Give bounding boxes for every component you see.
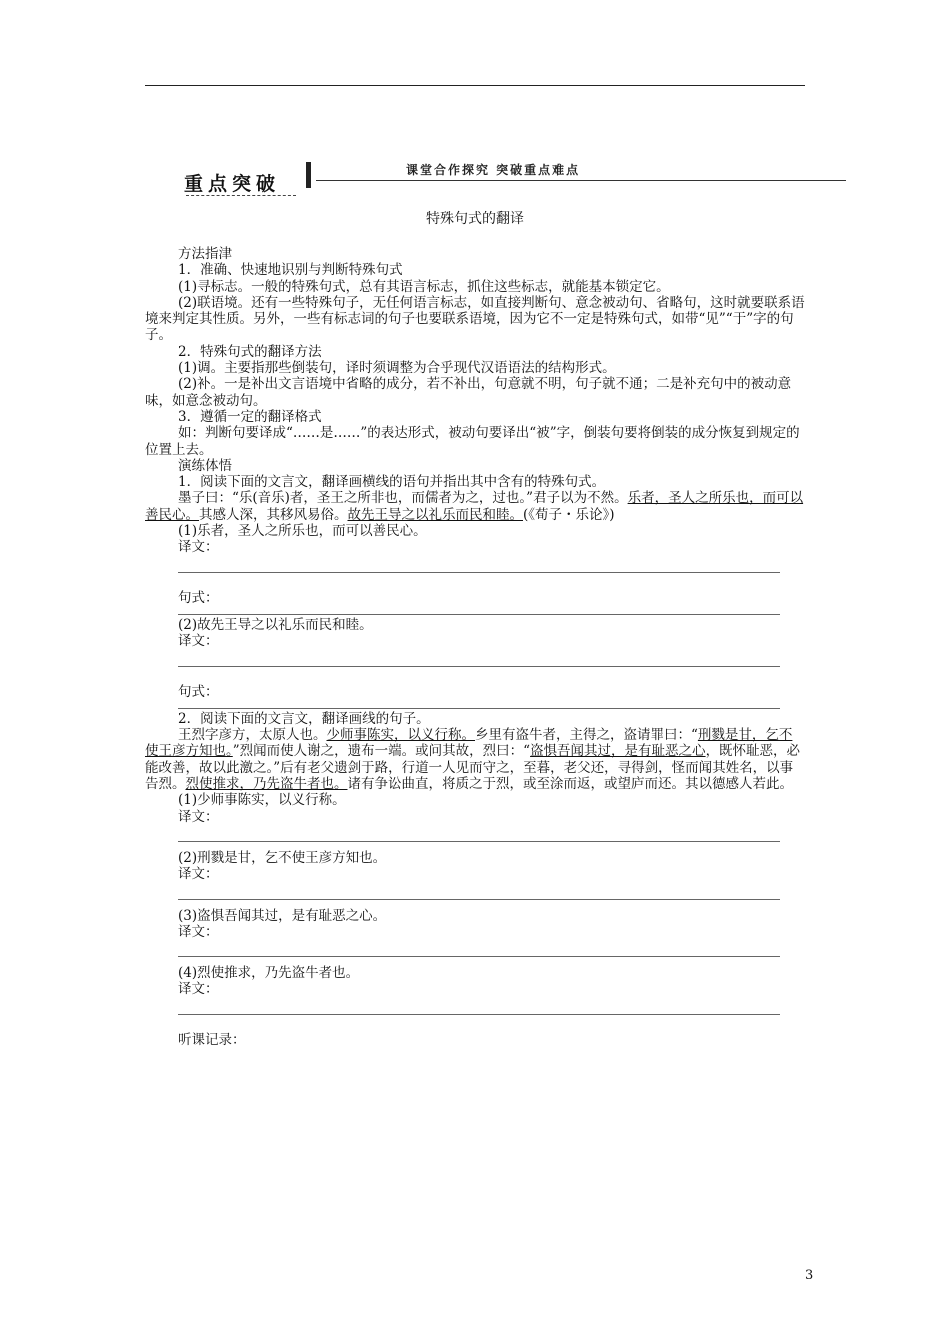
underlined-sentence: 刑戮是甘，乞不使王彦方知也。 (145, 727, 793, 760)
translation-label: 译文： (178, 866, 219, 883)
method-point-1b: (2)联语境。还有一些特殊句子，无任何语言标志，如直接判断句、意念被动句、省略句，这时就要联系语境来判定其性质。另外，一些有标志词的句子也要联系语境，因为它不一定是特殊句式，如带“见”“于”字的句子。 (145, 294, 805, 344)
form-label: 句式： (178, 683, 219, 700)
answer-line[interactable] (178, 606, 780, 615)
method-point-2: 2．特殊句式的翻译方法 (178, 343, 322, 360)
answer-line[interactable] (178, 940, 780, 957)
passage-2-text: ，既怀耻恶，必能改善，故以此激之。”后有老父遗剑于路，行道一人见而守之，至暮，老父还，寻得剑，怪而闻其姓名，以事告烈。 (145, 743, 801, 793)
banner-title-box (178, 166, 300, 195)
passage-2-text: 诸有争讼曲直，将质之于烈，或至涂而返，或望庐而还。其以德感人若此。 (347, 776, 793, 793)
banner-title: 重点突破 (184, 173, 281, 195)
passage-1-text: 其感人深，其移风易俗。 (199, 506, 348, 523)
subquestion: (2)刑戮是甘，乞不使王彦方知也。 (178, 849, 387, 866)
question-1: 1．阅读下面的文言文，翻译画横线的语句并指出其中含有的特殊句式。 (178, 474, 606, 491)
banner-dash-rule (186, 195, 296, 196)
subquestion: (1)少师事陈实，以义行称。 (178, 792, 346, 809)
document-body (145, 246, 805, 1048)
underlined-sentence: 烈使推求，乃先盗牛者也。 (185, 776, 348, 793)
subquestion: (1)乐者，圣人之所乐也，而可以善民心。 (178, 523, 427, 540)
passage-2-text: 乡里有盗牛者，主得之，盗请罪曰：“ (475, 727, 698, 744)
answer-line[interactable] (178, 556, 780, 573)
section-banner (178, 158, 846, 195)
passage-2 (145, 727, 805, 792)
underlined-sentence: 乐者，圣人之所乐也，而可以善民心。 (145, 490, 804, 523)
underlined-sentence: 盗惧吾闻其过，是有耻恶之心 (530, 743, 706, 760)
subquestion: (2)故先王导之以礼乐而民和睦。 (178, 616, 373, 633)
method-point-3: 3．遵循一定的翻译格式 (178, 408, 322, 425)
method-point-2a: (1)调。主要指那些倒装句，译时须调整为合乎现代汉语语法的结构形式。 (178, 360, 616, 377)
page-number: 3 (805, 1268, 814, 1283)
translation-label: 译文： (178, 808, 219, 825)
underlined-sentence: 故先王导之以礼乐而民和睦。 (347, 506, 523, 523)
passage-1-source: (《荀子・乐论》) (523, 506, 615, 523)
banner-subtitle: 课堂合作探究 突破重点难点 (400, 161, 586, 178)
answer-line[interactable] (178, 883, 780, 900)
underlined-sentence: 少师事陈实，以义行称。 (326, 727, 475, 744)
section-title: 特殊句式的翻译 (426, 211, 524, 227)
method-heading: 方法指津 (178, 246, 232, 262)
translation-label: 译文： (178, 633, 219, 650)
method-point-2b: (2)补。一是补出文言语境中省略的成分，若不补出，句意就不明，句子就不通；二是补充句中的被动意味，如意念被动句。 (145, 376, 792, 409)
passage-1 (145, 490, 805, 523)
method-point-1: 1．准确、快速地识别与判断特殊句式 (178, 262, 403, 279)
passage-1-text: 墨子曰：“乐(音乐)者，圣王之所非也，而儒者为之，过也。”君子以为不然。 (178, 490, 628, 507)
method-point-3a: 如：判断句要译成“……是……”的表达形式，被动句要译出“被”字，倒装句要将倒装的成分恢复到规定的位置上去。 (145, 425, 800, 458)
answer-line[interactable] (178, 700, 780, 709)
form-label: 句式： (178, 589, 219, 606)
translation-label: 译文： (178, 923, 219, 940)
subquestion: (3)盗惧吾闻其过，是有耻恶之心。 (178, 907, 387, 924)
passage-2-text: 王烈字彦方，太原人也。 (178, 727, 327, 744)
notes-label: 听课记录： (178, 1031, 246, 1048)
subquestion: (4)烈使推求，乃先盗牛者也。 (178, 965, 360, 982)
passage-2-text: ”烈闻而使人谢之，遗布一端。或问其故，烈曰：“ (232, 743, 531, 760)
banner-divider (306, 162, 311, 188)
answer-line[interactable] (178, 998, 780, 1015)
question-2: 2．阅读下面的文言文，翻译画线的句子。 (178, 710, 430, 727)
banner-rule (316, 180, 846, 181)
method-point-1a: (1)寻标志。一般的特殊句式，总有其语言标志，抓住这些标志，就能基本锁定它。 (178, 278, 670, 295)
practice-heading: 演练体悟 (178, 457, 232, 474)
answer-line[interactable] (178, 650, 780, 667)
header-rule (145, 85, 805, 86)
answer-line[interactable] (178, 825, 780, 842)
translation-label: 译文： (178, 539, 219, 556)
translation-label: 译文： (178, 981, 219, 998)
